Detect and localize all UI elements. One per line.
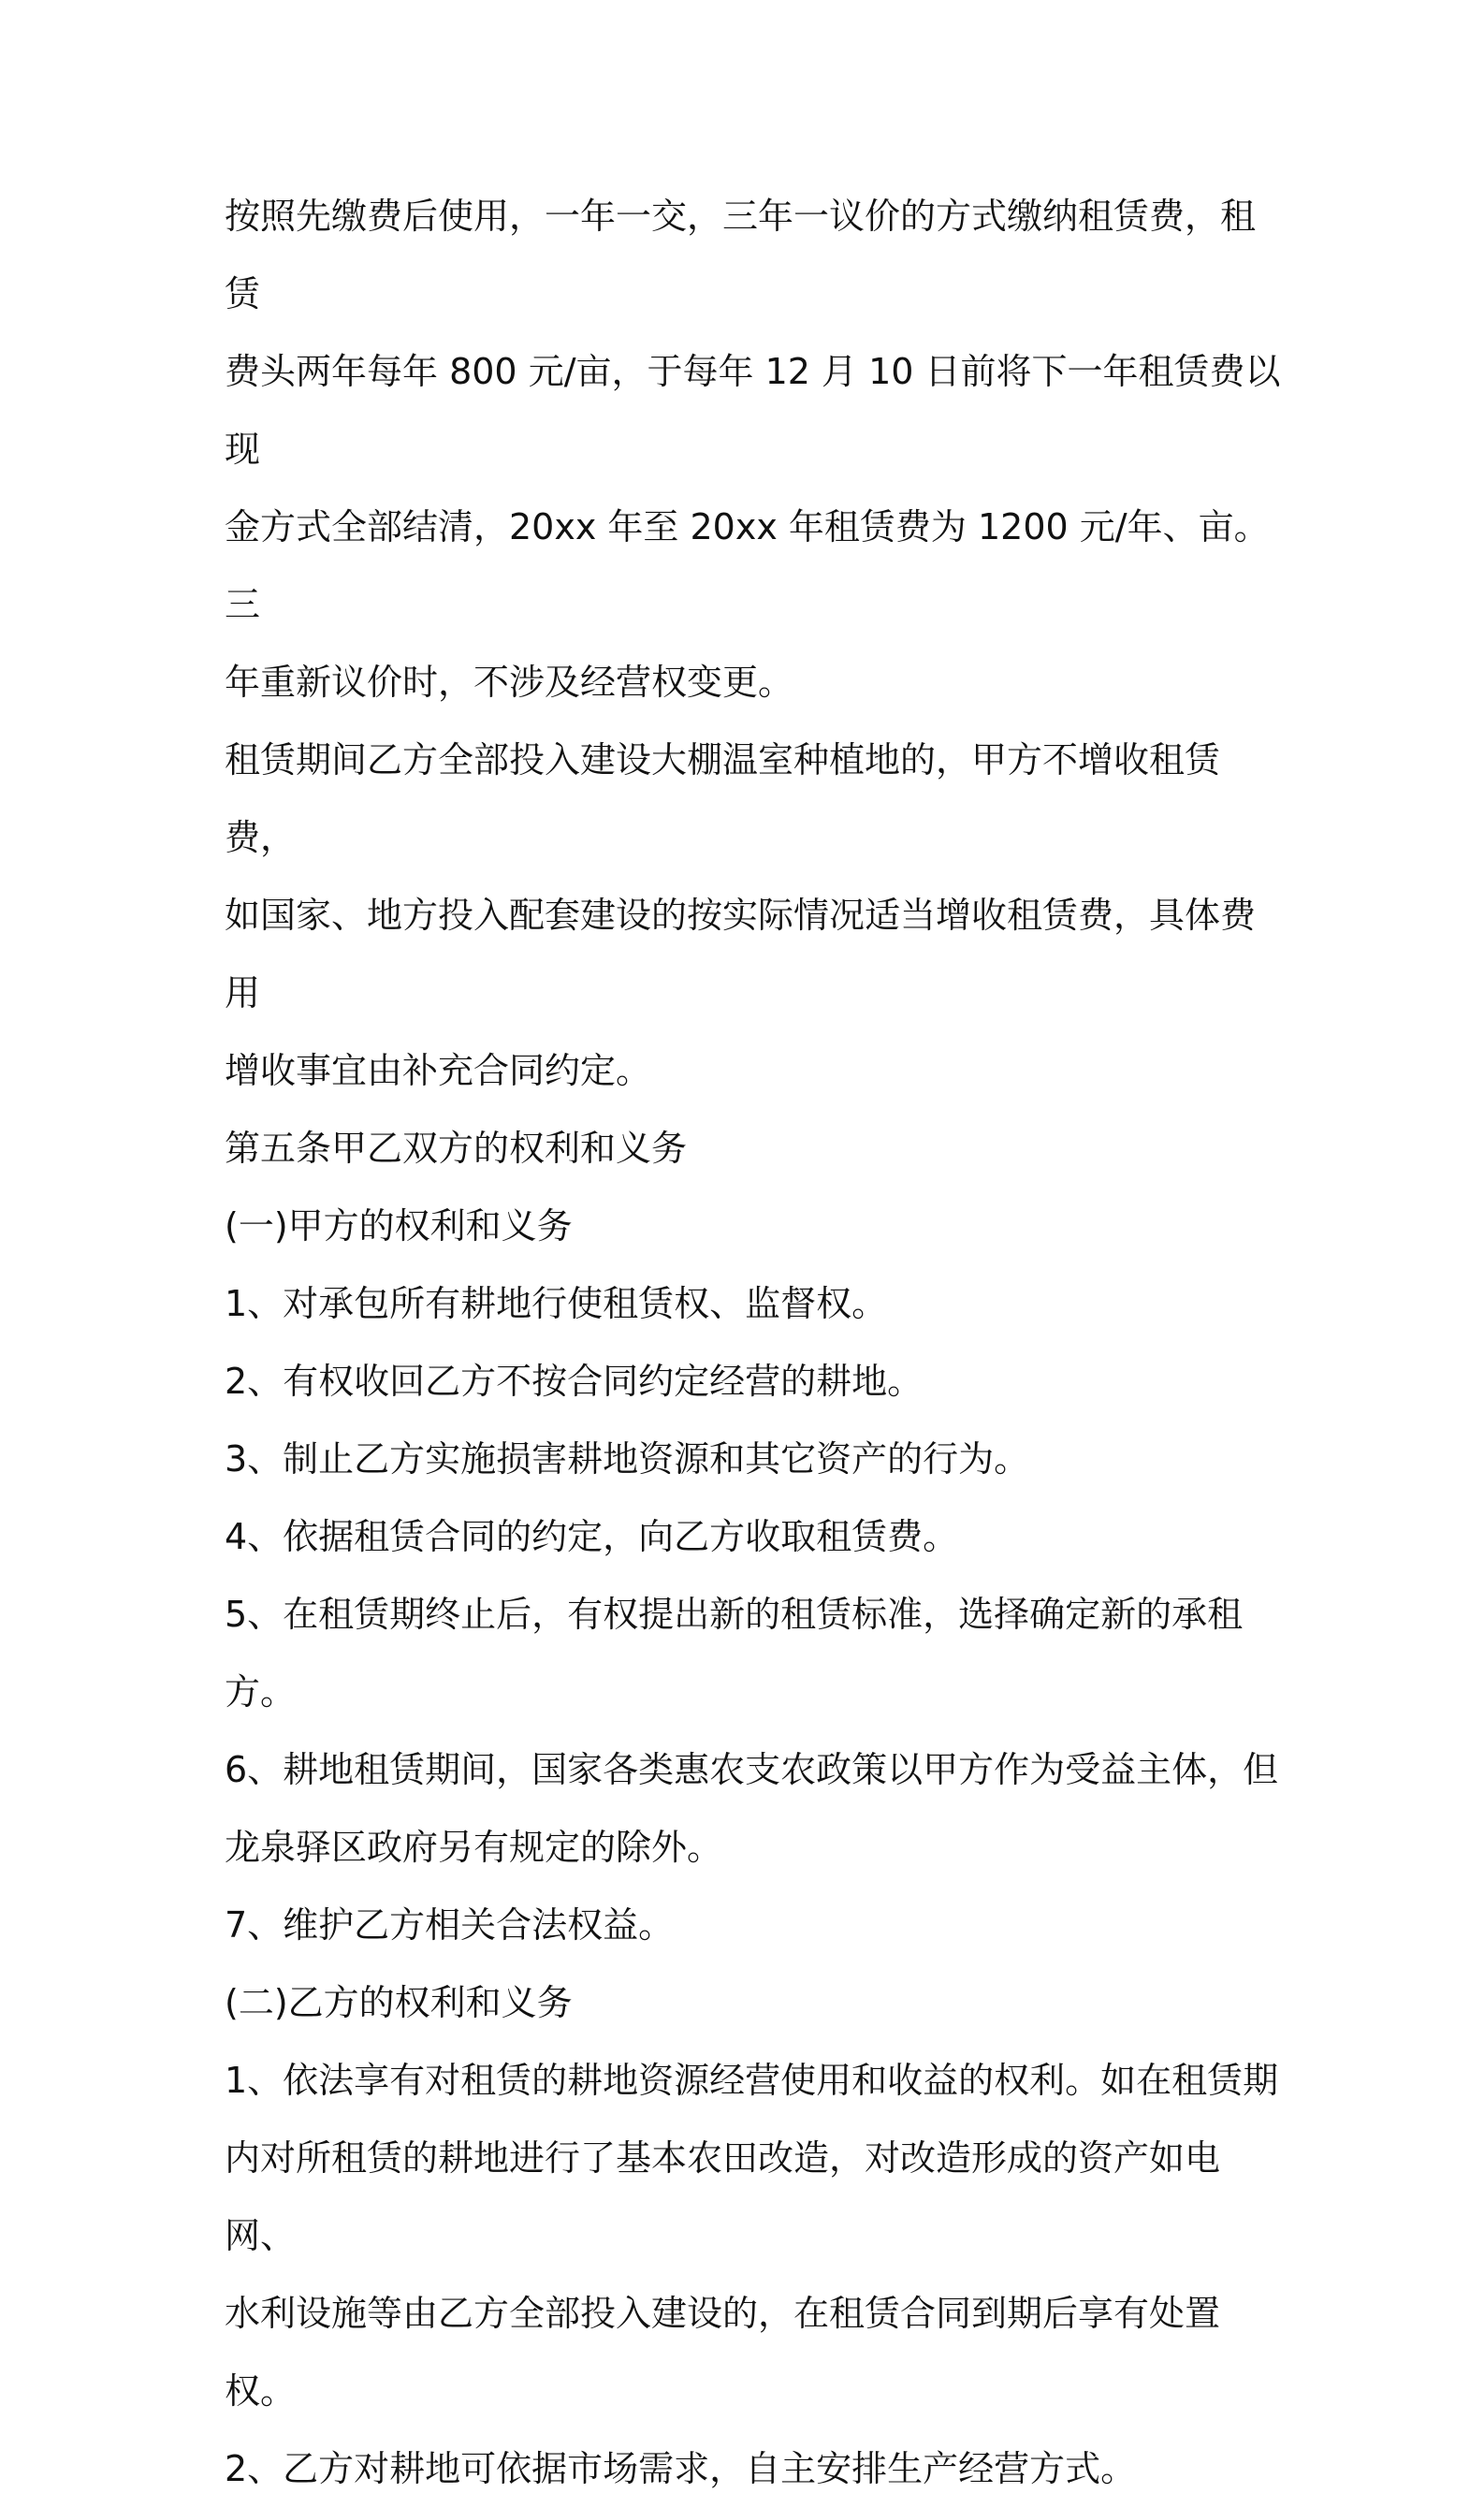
text-line: 内对所租赁的耕地进行了基本农田改造，对改造形成的资产如电网、 [225, 2137, 1221, 2256]
text-line: 6、耕地租赁期间，国家各类惠农支农政策以甲方作为受益主体，但 [225, 1749, 1279, 1790]
document-body [225, 178, 1282, 2508]
text-line: 年重新议价时，不涉及经营权变更。 [225, 662, 794, 703]
paragraph-rent-payment-cont [225, 644, 1282, 722]
text-line: 1、依法享有对租赁的耕地资源经营使用和收益的权利。如在租赁期 [225, 2060, 1279, 2101]
party-a-item-4 [225, 1498, 1282, 1576]
party-b-item-1-cont [225, 2120, 1282, 2275]
text-line: 如国家、地方投入配套建设的按实际情况适当增收租赁费，具体费用 [225, 895, 1257, 1013]
text-line: 第五条甲乙双方的权利和义务 [225, 1128, 688, 1169]
paragraph-rent-payment-cont [225, 333, 1282, 488]
text-line: 龙泉驿区政府另有规定的除外。 [225, 1827, 723, 1868]
paragraph-rent-payment-cont [225, 488, 1282, 644]
text-line: 2、有权收回乙方不按合同约定经营的耕地。 [225, 1361, 924, 1402]
party-a-heading [225, 1188, 1282, 1265]
text-line: 4、依据租赁合同的约定，向乙方收取租赁费。 [225, 1516, 959, 1557]
party-a-item-6 [225, 1731, 1282, 1809]
paragraph-greenhouse-clause-cont [225, 1032, 1282, 1110]
paragraph-greenhouse-clause-cont [225, 877, 1282, 1032]
text-line: 租赁期间乙方全部投入建设大棚温室种植地的，甲方不增收租赁费， [225, 739, 1221, 858]
paragraph-greenhouse-clause [225, 722, 1282, 877]
party-a-item-5 [225, 1576, 1282, 1731]
text-line: 按照先缴费后使用，一年一交，三年一议价的方式缴纳租赁费，租赁 [225, 196, 1257, 314]
text-line: 3、制止乙方实施损害耕地资源和其它资产的行为。 [225, 1438, 1030, 1480]
text-line: 2、乙方对耕地可依据市场需求，自主安排生产经营方式。 [225, 2448, 1137, 2489]
text-line: 费头两年每年 800 元/亩，于每年 12 月 10 日前将下一年租赁费以现 [225, 351, 1281, 470]
party-b-item-1 [225, 2042, 1282, 2120]
party-a-item-3 [225, 1421, 1282, 1498]
party-a-item-1 [225, 1265, 1282, 1343]
text-line: 7、维护乙方相关合法权益。 [225, 1904, 675, 1946]
party-b-item-1-cont [225, 2275, 1282, 2430]
party-b-heading [225, 1964, 1282, 2042]
party-a-item-6-cont [225, 1809, 1282, 1887]
text-line: (一)甲方的权利和义务 [225, 1205, 573, 1247]
party-a-item-2 [225, 1343, 1282, 1421]
text-line: 金方式全部结清，20xx 年至 20xx 年租赁费为 1200 元/年、亩。三 [225, 506, 1270, 625]
party-b-item-2 [225, 2430, 1282, 2508]
article-5-heading [225, 1110, 1282, 1188]
text-line: 1、对承包所有耕地行使租赁权、监督权。 [225, 1283, 888, 1324]
text-line: 5、在租赁期终止后，有权提出新的租赁标准，选择确定新的承租方。 [225, 1594, 1244, 1713]
text-line: (二)乙方的权利和义务 [225, 1982, 573, 2023]
text-line: 增收事宜由补充合同约定。 [225, 1050, 652, 1091]
paragraph-rent-payment [225, 178, 1282, 333]
text-line: 水利设施等由乙方全部投入建设的，在租赁合同到期后享有处置权。 [225, 2293, 1221, 2412]
party-a-item-7 [225, 1887, 1282, 1964]
